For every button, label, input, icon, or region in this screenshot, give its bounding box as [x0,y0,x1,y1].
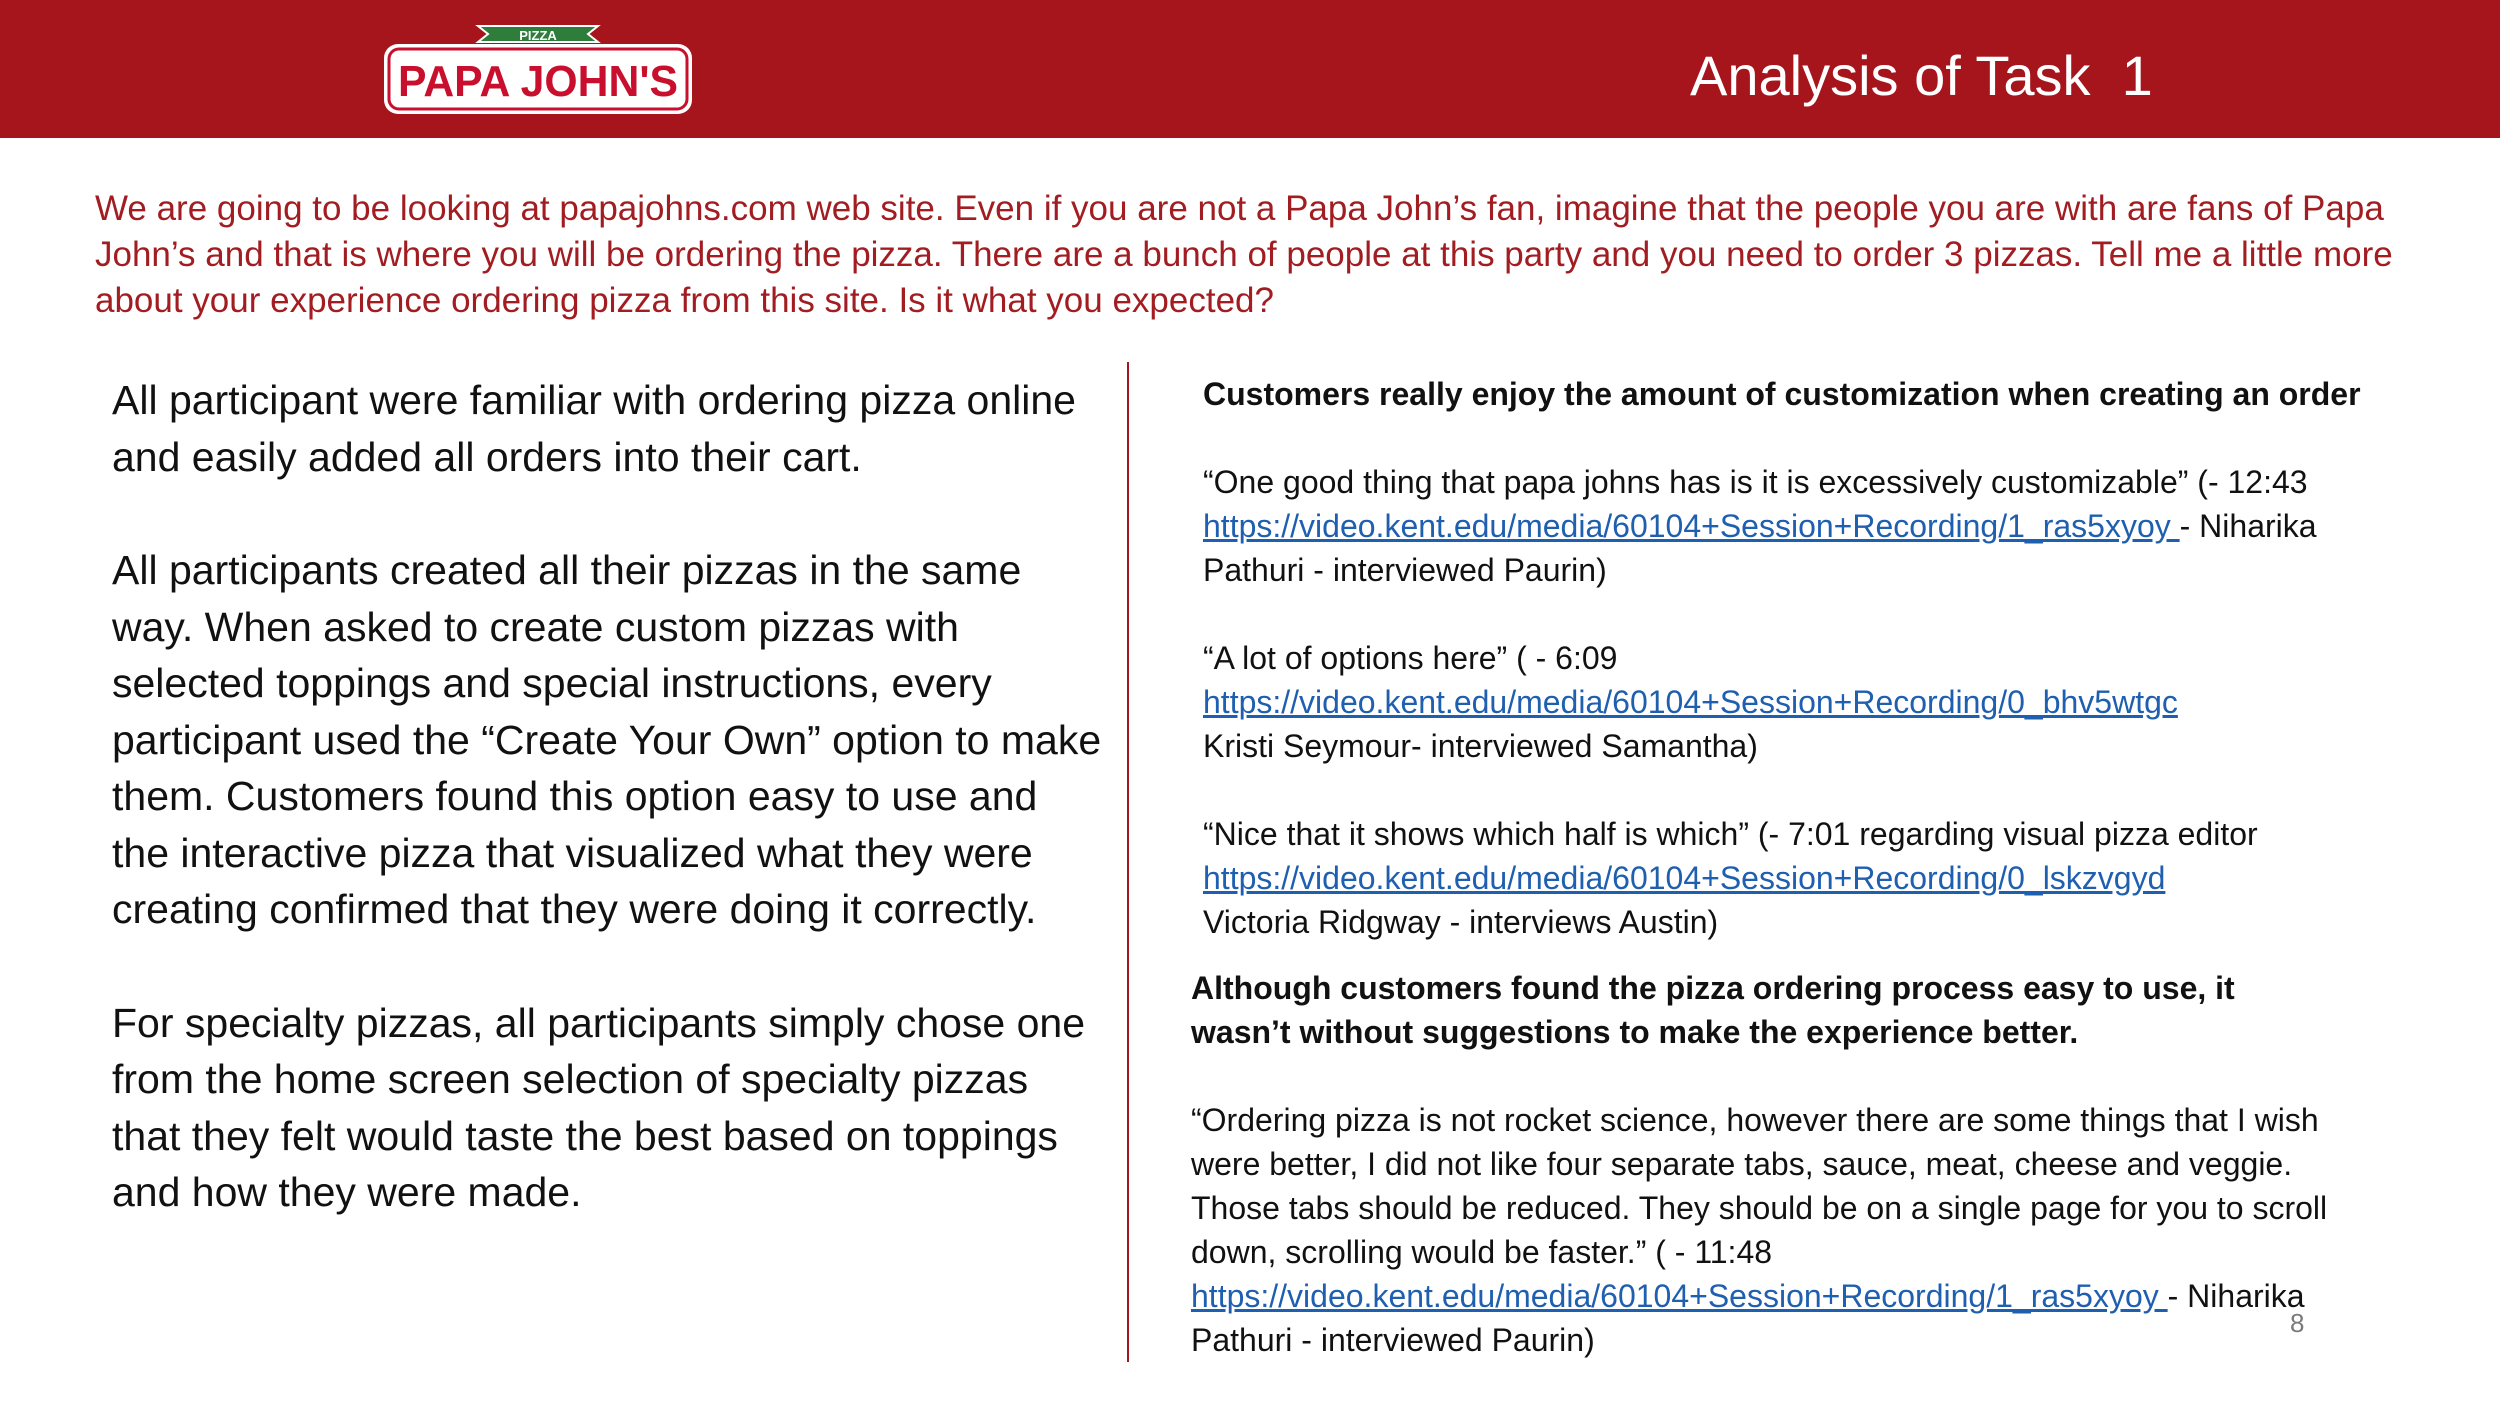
recording-link[interactable]: https://video.kent.edu/media/60104+Session+Recording/1_ras5xyoy [1191,1278,2168,1314]
customization-quotes [1203,372,2403,944]
logo-top-text: PIZZA [519,28,557,43]
logo-main-text: PAPA JOHN'S [398,57,678,106]
quote-block [1203,812,2403,944]
column-divider [1127,362,1129,1362]
finding-paragraph: For specialty pizzas, all participants simply chose one from the home screen selection of specialty pizzas that they felt would taste the best based on toppings and how they were made. [112,999,1086,1215]
suggestions-block [1191,966,2341,1362]
quote-text: “Ordering pizza is not rocket science, however there are some things that I wish were better, I did not like four separate tabs, sauce, meat, cheese and veggie. Those tabs should be reduced. They should be on a single page for you to scroll down, scrolling would be faster.” ( - 11:48 [1191,1102,2328,1270]
papa-johns-logo [382,18,694,118]
recording-link[interactable]: https://video.kent.edu/media/60104+Session+Recording/0_bhv5wtgc [1203,684,2178,720]
quote-attribution: - Niharika Pathuri - interviewed Paurin) [1191,1278,2305,1358]
quote-text: “One good thing that papa johns has is it is excessively customizable” (- 12:43 [1203,464,2308,500]
slide-title: Analysis of Task 1 [1690,44,2153,107]
page-number: 8 [2290,1308,2305,1338]
recording-link[interactable]: https://video.kent.edu/media/60104+Session+Recording/1_ras5xyoy [1203,508,2180,544]
quote-attribution: - Niharika Pathuri - interviewed Paurin) [1203,508,2317,588]
task-intro: We are going to be looking at papajohns.com web site. Even if you are not a Papa John’s fan, imagine that the people you are with are fans of Papa John’s and that is where you will be ordering the pizza. There are a bunch of people at this party and you need to order 3 pizzas. Tell me a little more about your experience ordering pizza from this site. Is it what you expected? [95,189,2393,320]
quote-text: “A lot of options here” ( - 6:09 [1203,640,1618,676]
findings-column [112,372,1102,1278]
recording-link[interactable]: https://video.kent.edu/media/60104+Session+Recording/0_lskzvgyd [1203,860,2166,896]
quote-block [1203,460,2403,592]
quote-attribution: Kristi Seymour- interviewed Samantha) [1203,728,1758,764]
quotes-heading: Customers really enjoy the amount of customization when creating an order [1203,376,2361,412]
finding-paragraph: All participants created all their pizzas in the same way. When asked to create custom pizzas with selected toppings and special instructions, every participant used the “Create Your Own” option to make them. Customers found this option easy to use and the interactive pizza that visualized what they were creating confirmed that they were doing it correctly. [112,547,1102,932]
finding-paragraph: All participant were familiar with ordering pizza online and easily added all orders into their cart. [112,377,1076,480]
suggestions-heading: Although customers found the pizza ordering process easy to use, it wasn’t without suggestions to make the experience better. [1191,970,2235,1050]
quote-block [1191,1098,2341,1362]
quote-attribution: Victoria Ridgway - interviews Austin) [1203,904,1719,940]
quote-block [1203,636,2403,768]
quote-text: “Nice that it shows which half is which” (- 7:01 regarding visual pizza editor [1203,816,2258,852]
